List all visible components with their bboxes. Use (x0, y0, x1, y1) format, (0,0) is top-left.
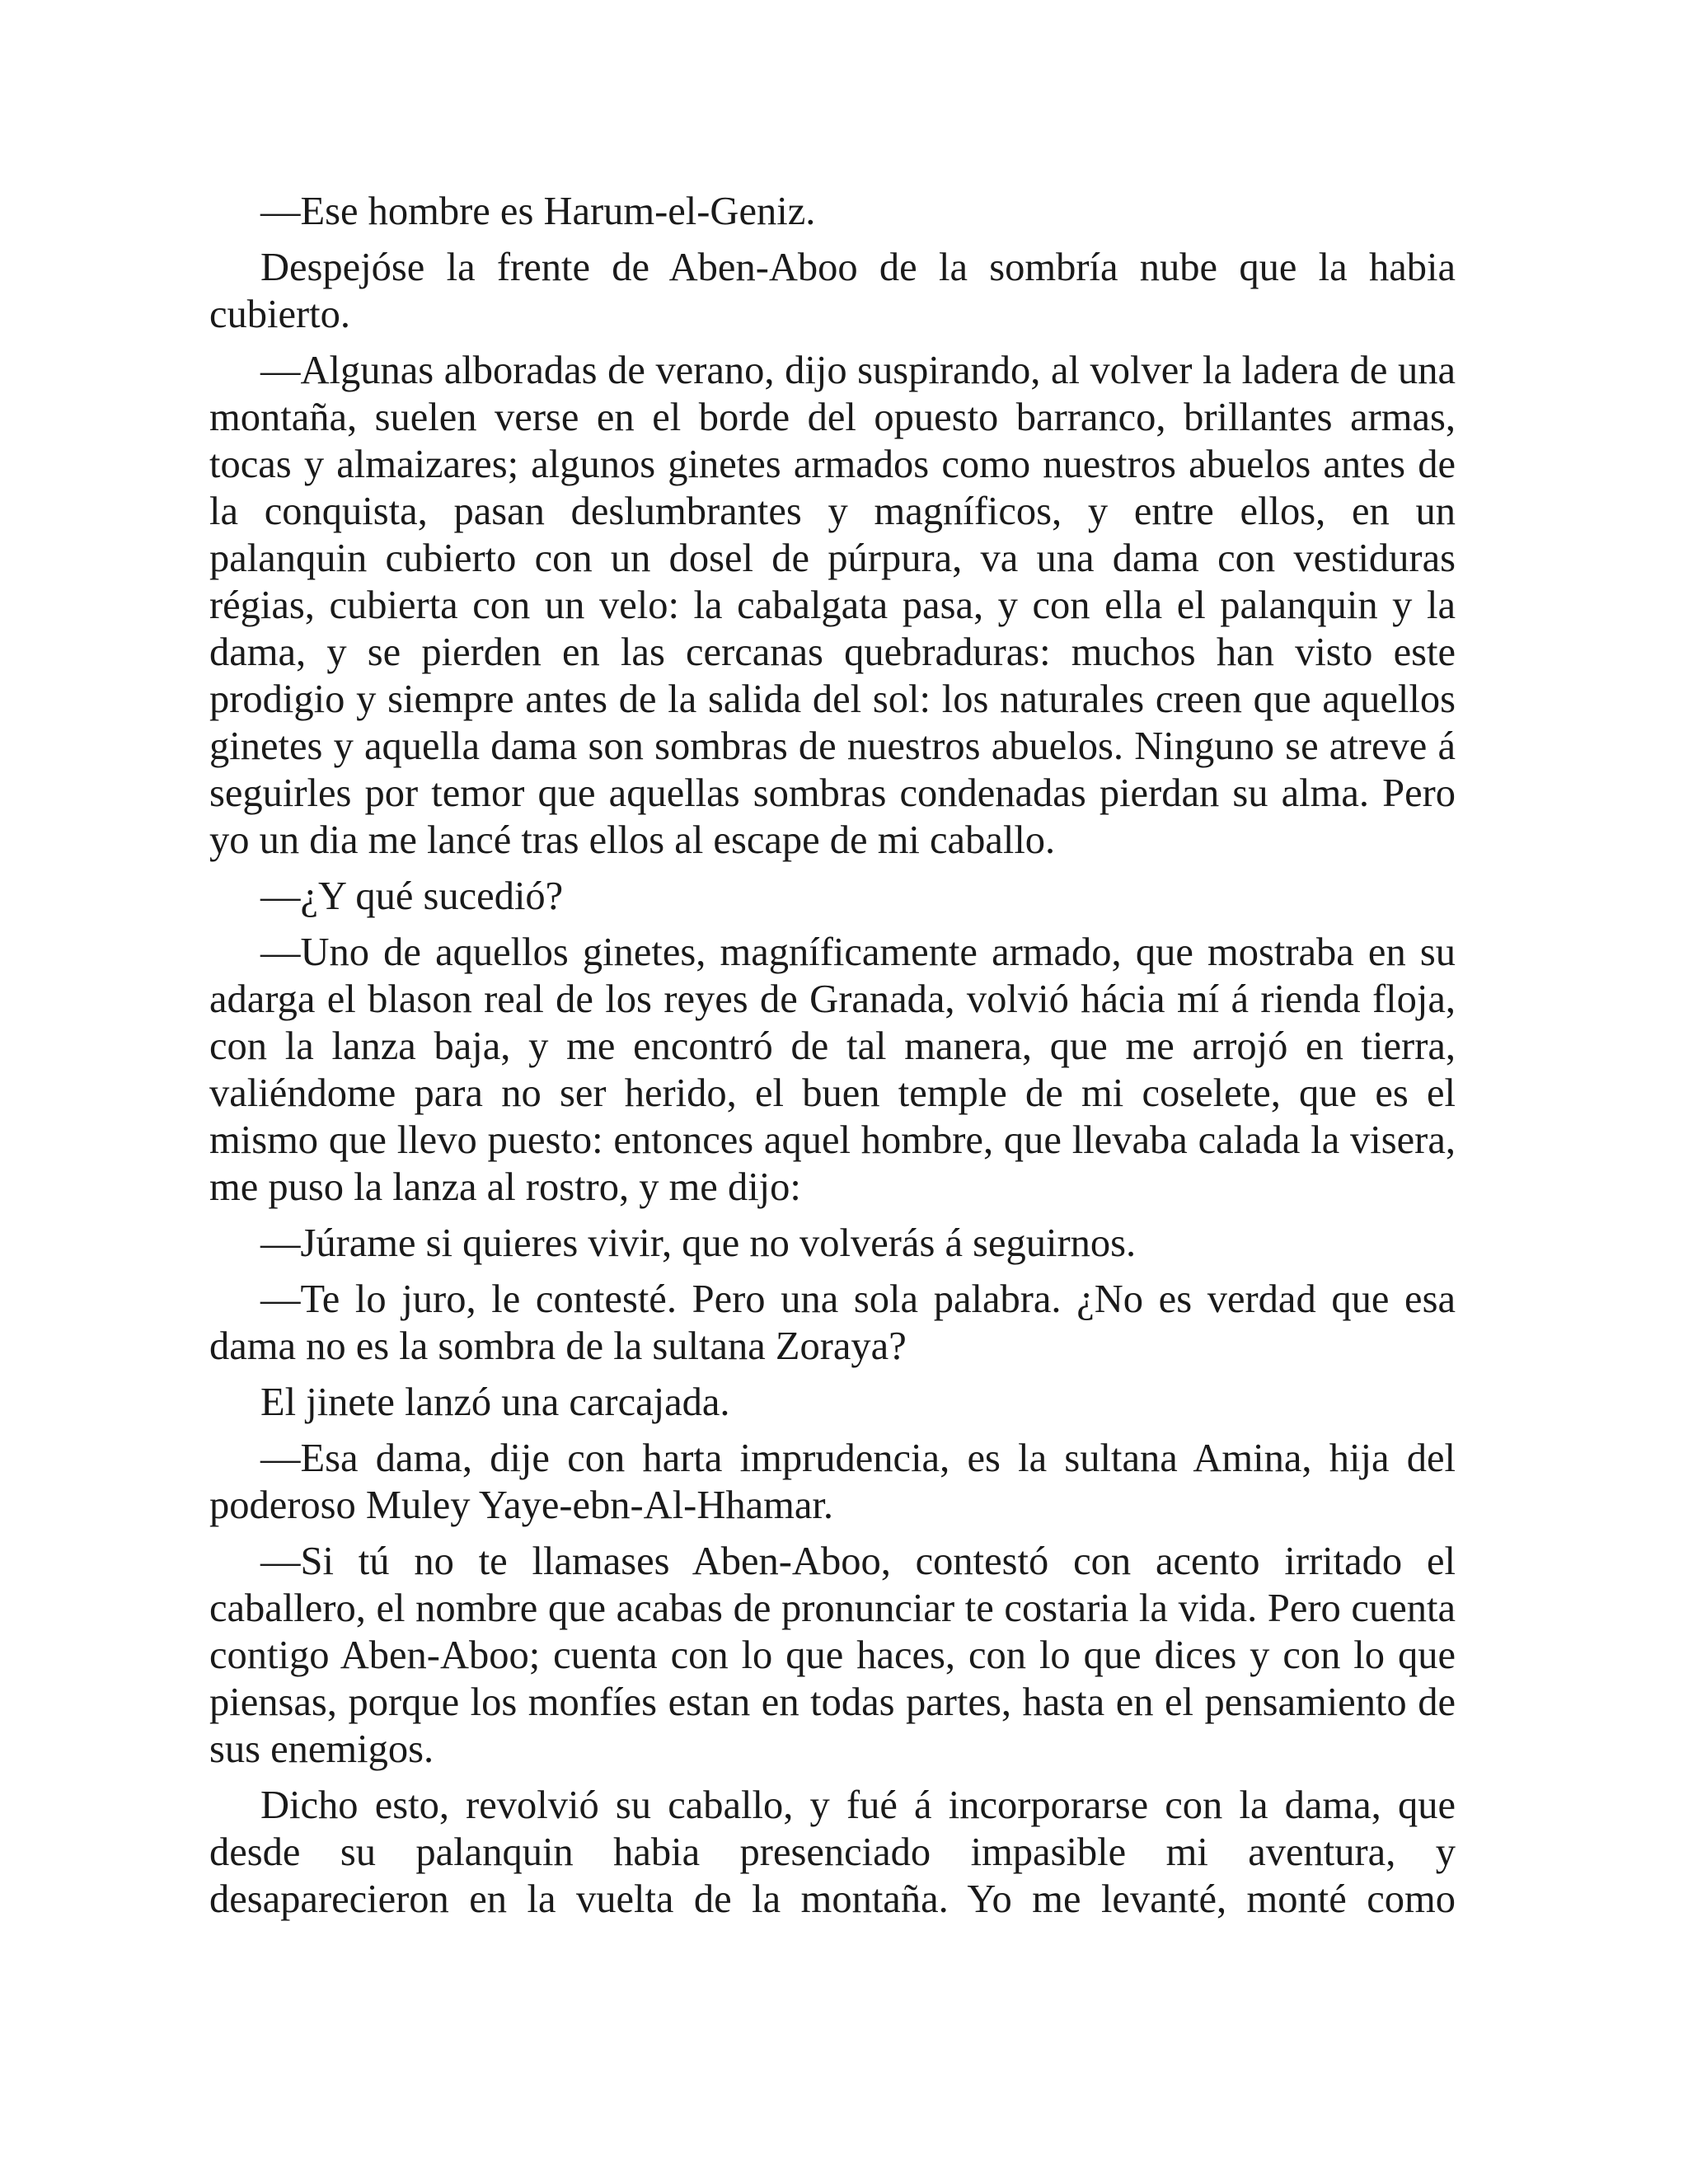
paragraph-10: —Si tú no te llamases Aben-Aboo, contestó con acento irritado el caballero, el nombre que acabas de pronunciar te costaria la vida. Pero cuenta contigo Aben-Aboo; cuenta con lo que haces, con lo que dices y con lo que piensas, porque los monfíes estan en todas partes, hasta en el pensamiento de sus enemigos. (209, 1540, 1456, 1771)
paragraph-1: —Ese hombre es Harum-el-Geniz. (260, 190, 816, 233)
page-body (209, 188, 1456, 1932)
paragraph-2: Despejóse la frente de Aben-Aboo de la sombría nube que la habia cubierto. (209, 246, 1456, 336)
paragraph-3: —Algunas alboradas de verano, dijo suspirando, al volver la ladera de una montaña, suelen verse en el borde del opuesto barranco, brillantes armas, tocas y almaizares; algunos ginetes armados como nuestros abuelos antes de la conquista, pasan deslumbrantes y magníficos, y entre ellos, en un palanquin cubierto con un dosel de púrpura, va una dama con vestiduras régias, cubierta con un velo: la cabalgata pasa, y con ella el palanquin y la dama, y se pierden en las cercanas quebraduras: muchos han visto este prodigio y siempre antes de la salida del sol: los naturales creen que aquellos ginetes y aquella dama son sombras de nuestros abuelos. Ninguno se atreve á seguirles por temor que aquellas sombras condenadas pierdan su alma. Pero yo un dia me lancé tras ellos al escape de mi caballo. (209, 349, 1456, 862)
paragraph-5: —Uno de aquellos ginetes, magníficamente armado, que mostraba en su adarga el blason real de los reyes de Granada, volvió hácia mí á rienda floja, con la lanza baja, y me encontró de tal manera, que me arrojó en tierra, valiéndome para no ser herido, el buen temple de mi coselete, que es el mismo que llevo puesto: entonces aquel hombre, que llevaba calada la visera, me puso la lanza al rostro, y me dijo: (209, 930, 1456, 1209)
paragraph-6: —Júrame si quieres vivir, que no volverás á seguirnos. (260, 1221, 1137, 1265)
paragraph-7: —Te lo juro, le contesté. Pero una sola palabra. ¿No es verdad que esa dama no es la sombra de la sultana Zoraya? (209, 1277, 1456, 1368)
paragraph-11: Dicho esto, revolvió su caballo, y fué á incorporarse con la dama, que desde su palanquin habia presenciado impasible mi aventura, y desaparecieron en la vuelta de la montaña. Yo me levanté, monté como (209, 1783, 1456, 1921)
paragraph-9: —Esa dama, dije con harta imprudencia, es la sultana Amina, hija del poderoso Muley Yaye-ebn-Al-Hhamar. (209, 1436, 1456, 1527)
paragraph-8: El jinete lanzó una carcajada. (260, 1380, 730, 1424)
paragraph-4: —¿Y qué sucedió? (260, 874, 564, 918)
